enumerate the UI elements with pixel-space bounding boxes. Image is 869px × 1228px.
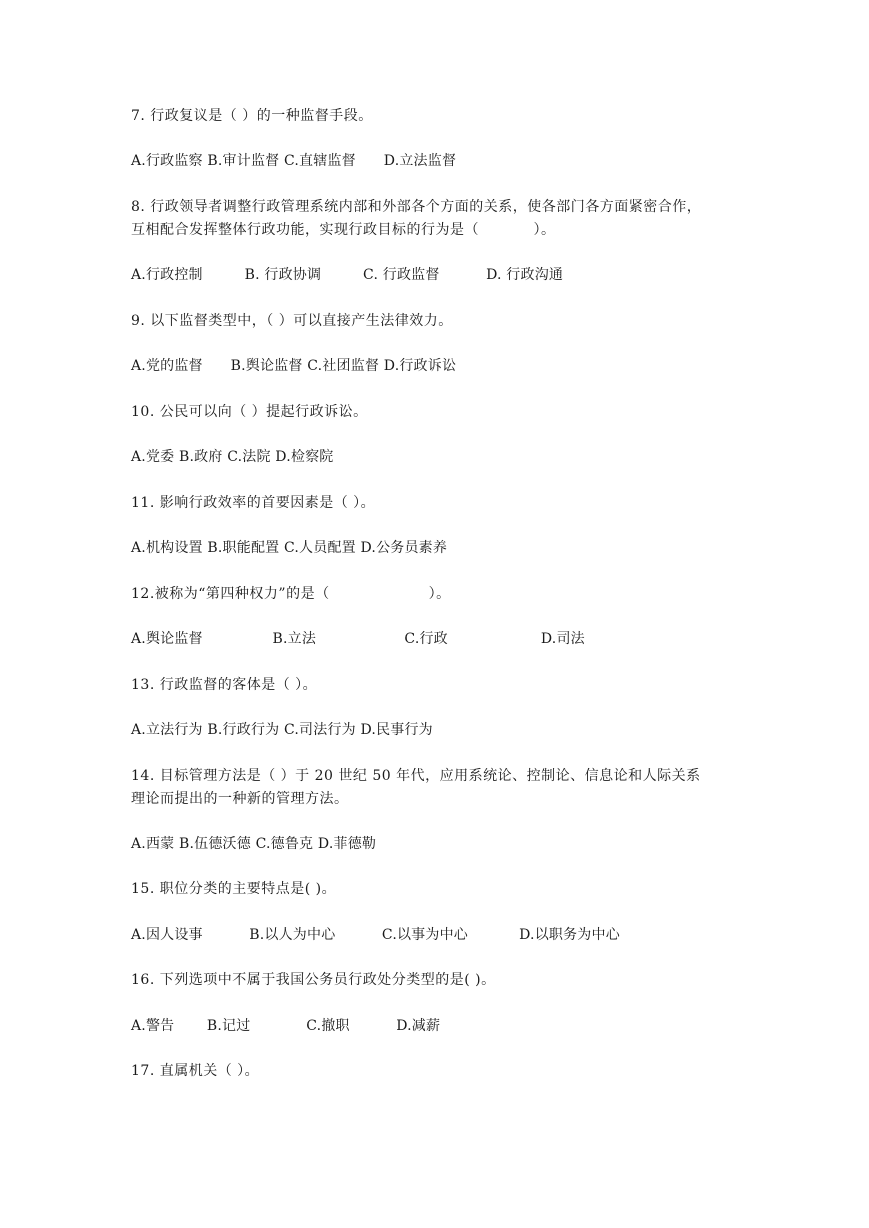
options-7: A.行政监察 B.审计监督 C.直辖监督 D.立法监督 [131,153,457,169]
question-7: 7. 行政复议是（ ）的一种监督手段。 [131,108,373,124]
question-10: 10. 公民可以向（ ）提起行政诉讼。 [131,404,368,420]
options-14: A.西蒙 B.伍德沃德 C.德鲁克 D.菲德勒 [131,836,377,852]
question-8-line-2: 互相配合发挥整体行政功能，实现行政目标的行为是（ ）。 [131,222,556,238]
options-13: A.立法行为 B.行政行为 C.司法行为 D.民事行为 [131,722,433,738]
question-17: 17. 直属机关（ ）。 [131,1063,260,1079]
question-13: 13. 行政监督的客体是（ ）。 [131,677,318,693]
options-11: A.机构设置 B.职能配置 C.人员配置 D.公务员素养 [131,540,448,556]
question-14-line-1: 14. 目标管理方法是（ ）于 20 世纪 50 年代，应用系统论、控制论、信息论和人际关系 [131,768,701,784]
options-12: A.舆论监督 B.立法 C.行政 D.司法 [131,631,585,647]
question-12: 12.被称为“第四种权力”的是（ ）。 [131,586,451,602]
question-16: 16. 下列选项中不属于我国公务员行政处分类型的是( )。 [131,972,496,988]
question-9: 9. 以下监督类型中，（ ）可以直接产生法律效力。 [131,313,453,329]
options-16: A.警告 B.记过 C.撤职 D.减薪 [131,1018,441,1034]
options-15: A.因人设事 B.以人为中心 C.以事为中心 D.以职务为中心 [131,927,620,943]
options-9: A.党的监督 B.舆论监督 C.社团监督 D.行政诉讼 [131,358,457,374]
question-14-line-2: 理论而提出的一种新的管理方法。 [131,791,349,807]
question-8-line-1: 8. 行政领导者调整行政管理系统内部和外部各个方面的关系，使各部门各方面紧密合作， [131,199,702,215]
question-11: 11. 影响行政效率的首要因素是（ ）。 [131,495,376,511]
options-10: A.党委 B.政府 C.法院 D.检察院 [131,449,334,465]
question-15: 15. 职位分类的主要特点是( )。 [131,881,337,897]
options-8: A.行政控制 B. 行政协调 C. 行政监督 D. 行政沟通 [131,267,564,283]
